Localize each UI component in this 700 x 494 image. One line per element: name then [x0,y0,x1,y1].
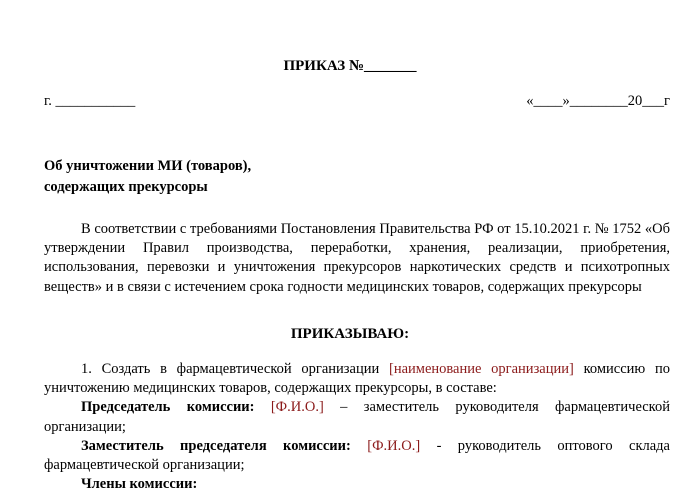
chairman-name-placeholder: [Ф.И.О.] [270,399,324,416]
order-heading: ПРИКАЗЫВАЮ: [290,326,410,342]
order-title: ПРИКАЗ №_______ [283,58,417,74]
chairman-line [44,398,670,436]
preamble-text: В соответствии с требованиями Постановления Правительства РФ от 15.10.2021 г. № 1752 «Об утверждении Правил производства, переработки, хранения, реализации, приобретения, использования, перевозки и уничтожения прекурсоров наркотических средств и психотропных веществ» и в связи с истечением срока годности медицинских товаров, содержащих прекурсоры [44,221,670,295]
deputy-text: - руководитель оптового склада фармацевтической организации; [44,437,670,474]
chairman-text: – заместитель руководителя фармацевтической организации; [44,399,670,435]
members-label: Члены комиссии: [81,476,198,493]
order-items [44,360,670,494]
deputy-label: Заместитель председателя комиссии: [81,437,351,454]
item-1 [44,360,670,398]
subject-line-1: Об уничтожении МИ (товаров), [44,158,252,174]
preamble-paragraph [44,220,670,297]
item-1-prefix: 1. Создать в фармацевтической организации [81,361,389,377]
item-1-suffix: комиссию по уничтожению медицинских товаров, содержащих прекурсоры, в составе: [44,361,670,397]
order-subject [44,156,251,198]
members-line [44,475,670,494]
deputy-name-placeholder: [Ф.И.О.] [367,437,421,454]
organization-name-placeholder: [наименование организации] [388,361,574,377]
chairman-label: Председатель комиссии: [81,399,255,416]
subject-line-2: содержащих прекурсоры [44,179,208,195]
date-field: «____»________20___г [526,93,670,109]
deputy-line [44,437,670,475]
city-field: г. ___________ [44,93,136,109]
